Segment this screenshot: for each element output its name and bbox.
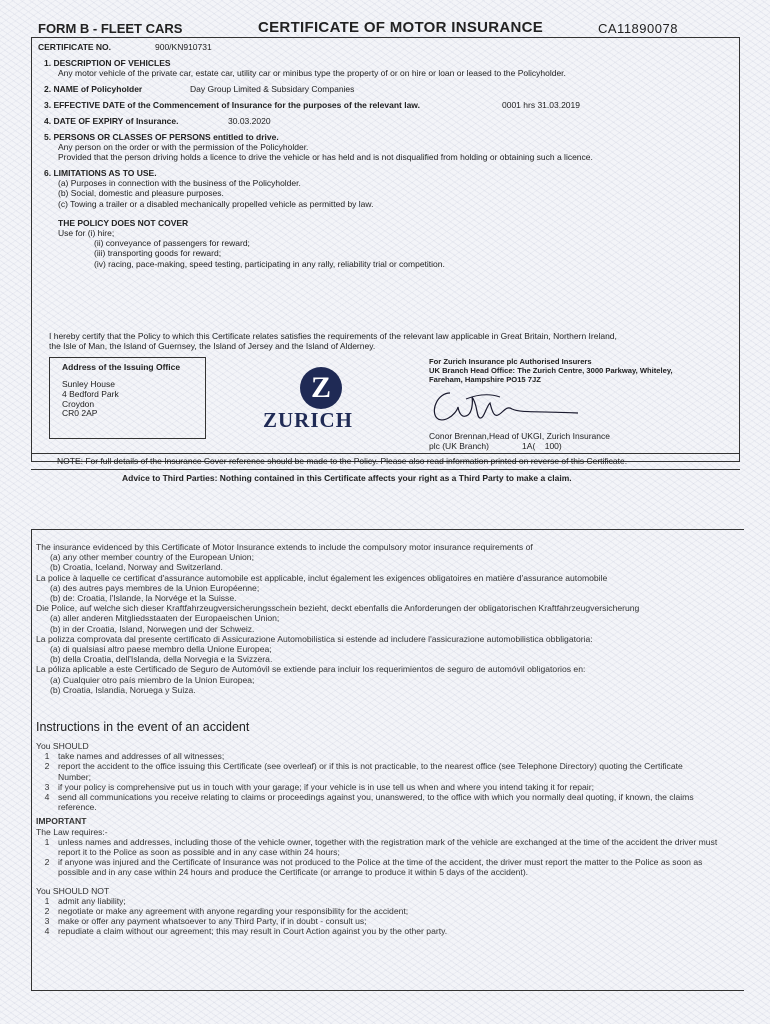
not-cover-item: (ii) conveyance of passengers for reward; (94, 238, 250, 248)
not-cover-heading: THE POLICY DOES NOT COVER (58, 218, 189, 228)
eu-paragraph (36, 634, 736, 665)
should-not-item (36, 896, 741, 906)
zurich-wordmark: ZURICH (263, 408, 354, 432)
issuing-office-heading: Address of the Issuing Office (62, 362, 181, 372)
section-1-text: Any motor vehicle of the private car, estate car, utility car or minibus type the property of or on hire or loan or leased to the Policyholder. (58, 68, 566, 78)
section-5-line-1: Any person on the order or with the permission of the Policyholder. (58, 142, 309, 152)
item-text: take names and addresses of all witnesses; (58, 751, 225, 762)
should-item (36, 761, 741, 781)
insurer-line-1: For Zurich Insurance plc Authorised Insurers (429, 357, 592, 366)
zurich-logo-icon: Z (300, 367, 342, 409)
eu-paragraph (36, 573, 736, 604)
item-number: 4 (44, 792, 50, 803)
item-number: 2 (44, 857, 50, 868)
signatory-line-2: plc (UK Branch) 1A( 100) (429, 441, 562, 451)
important-item (36, 837, 741, 857)
address-line: Croydon (62, 398, 95, 409)
section-5-heading: 5. PERSONS OR CLASSES OF PERSONS entitled to drive. (44, 132, 279, 142)
item-text: repudiate a claim without our agreement; this may result in Court Action against you by the other party. (58, 926, 448, 937)
item-number: 4 (44, 926, 50, 937)
law-requires: The Law requires:- (36, 826, 108, 837)
instructions-title: Instructions in the event of an accident (36, 720, 250, 734)
should-not-item (36, 916, 741, 926)
item-text: negotiate or make any agreement with anyone regarding your responsibility for the accident; (58, 906, 409, 917)
certificate-code: CA11890078 (598, 21, 678, 36)
not-cover-item: (iv) racing, pace-making, speed testing, participating in any rally, reliability trial or competition. (94, 258, 445, 269)
eu-paragraph (36, 542, 736, 573)
third-party-advice: Advice to Third Parties: Nothing contained in this Certificate affects your right as a Third Party to make a claim. (122, 473, 572, 483)
item-number: 2 (44, 906, 50, 917)
eu-item: (b) della Croatia, dell'Islanda, della Norvegia e la Svizzera. (50, 654, 273, 665)
eu-paragraph (36, 664, 736, 695)
address-line: CR0 2AP (62, 408, 98, 419)
insurer-line-3: Fareham, Hampshire PO15 7JZ (429, 375, 541, 384)
item-number: 1 (44, 895, 50, 906)
section-3-heading: 3. EFFECTIVE DATE of the Commencement of Insurance for the purposes of the relevant law. (44, 100, 420, 110)
limitation-item: (b) Social, domestic and pleasure purposes. (58, 188, 224, 199)
eu-paragraph (36, 603, 736, 634)
should-item (36, 782, 741, 792)
certify-line-2: the Isle of Man, the Island of Guernsey, the Island of Jersey and the Island of Alderney. (49, 341, 376, 351)
cert-no-label: CERTIFICATE NO. (38, 42, 112, 52)
address-line: 4 Bedford Park (62, 388, 119, 399)
eu-lead: Die Police, auf welche sich dieser Kraftfahrzeugversicherungsschein bezieht, deckt ebenfalls die Anforderungen der obligatorischen Kraftfahrzeugversicherung (36, 603, 640, 614)
limitation-item: (a) Purposes in connection with the business of the Policyholder. (58, 178, 301, 188)
item-number: 3 (44, 781, 50, 792)
signature-icon (428, 385, 588, 427)
document-title: CERTIFICATE OF MOTOR INSURANCE (258, 19, 544, 36)
signatory-line-1: Conor Brennan,Head of UKGI, Zurich Insurance (429, 431, 610, 441)
item-number: 1 (44, 751, 50, 762)
should-item (36, 792, 741, 812)
important-heading: IMPORTANT (36, 816, 87, 827)
eu-extension-block (36, 542, 736, 695)
certify-line-1: I hereby certify that the Policy to which this Certificate relates satisfies the requirements of the relevant law applicable in Great Britain, Northern Ireland, (49, 331, 617, 341)
effective-date: 0001 hrs 31.03.2019 (502, 100, 580, 110)
note-text: NOTE: For full details of the Insurance Cover reference should be made to the Policy. Please also read information printed on reverse of this Certificate. (57, 456, 628, 466)
eu-item: (b) Croatia, Iceland, Norway and Switzerland. (50, 562, 223, 573)
not-cover-item: (iii) transporting goods for reward; (94, 248, 222, 259)
should-not-item (36, 926, 741, 936)
cert-no-value: 900/KN910731 (155, 42, 212, 52)
limitations-list (58, 178, 373, 209)
expiry-date: 30.03.2020 (228, 116, 271, 126)
item-text: if anyone was injured and the Certificate of Insurance was not produced to the Police at the time of the accident, the driver must report the matter to the Police as soon as possible and in any case within 24 hours and produce the Certificate (or arrange to produce it within 5 days of the accident). (58, 857, 703, 878)
section-4-heading: 4. DATE OF EXPIRY of Insurance. (44, 116, 179, 126)
eu-item: (a) di qualsiasi altro paese membro della Unione Europea; (50, 644, 272, 655)
eu-item: (a) any other member country of the European Union; (50, 552, 254, 563)
eu-lead: The insurance evidenced by this Certificate of Motor Insurance extends to include the compulsory motor insurance requirements of (36, 542, 533, 552)
eu-item: (b) in der Croatia, Island, Norwegen und der Schweiz. (50, 623, 255, 634)
eu-lead: La polizza comprovata dal presente certificato di Assicurazione Automobilistica si estende ad includere l'assicurazione automobilistica obbligatoria: (36, 633, 593, 644)
item-text: if your policy is comprehensive put us in touch with your garage; if your vehicle is in use tell us when and where you intend taking it for repair; (58, 781, 594, 792)
should-heading: You SHOULD (36, 741, 89, 751)
section-5-line-2: Provided that the person driving holds a licence to drive the vehicle or has held and is not disqualified from holding or obtaining such a licence. (58, 152, 593, 162)
not-cover-list (94, 238, 445, 269)
policyholder-name: Day Group Limited & Subsidary Companies (190, 84, 355, 94)
item-text: send all communications you receive relating to claims or proceedings against you, unanswered, to the office with which you normally deal quoting, if known, the claims reference. (58, 792, 694, 813)
insurer-line-2: UK Branch Head Office: The Zurich Centre, 3000 Parkway, Whiteley, (429, 366, 673, 375)
eu-item: (b) de: Croatia, l'Islande, la Norvége et la Suisse. (50, 593, 237, 604)
section-6-heading: 6. LIMITATIONS AS TO USE. (44, 168, 157, 178)
eu-item: (a) des autres pays membres de la Union Européenne; (50, 582, 260, 593)
eu-item: (a) aller anderen Mitgliedsstaaten der Europaeischen Union; (50, 613, 280, 624)
limitation-item: (c) Towing a trailer or a disabled mechanically propelled vehicle as permitted by law. (58, 198, 374, 209)
issuing-office-address (62, 380, 119, 419)
item-text: make or offer any payment whatsoever to any Third Party, if in doubt - consult us; (58, 916, 367, 927)
item-number: 1 (44, 836, 50, 847)
item-text: admit any liability; (58, 895, 126, 906)
section-2-heading: 2. NAME of Policyholder (44, 84, 143, 94)
should-item (36, 751, 741, 761)
issuing-office-box (49, 357, 206, 439)
not-cover-lead: Use for (i) hire; (58, 228, 115, 238)
eu-item: (b) Croatia, Islandia, Noruega y Suiza. (50, 684, 196, 695)
item-text: report the accident to the office issuing this Certificate (see overleaf) or if this is not practicable, to the nearest office (see Telephone Directory) quoting the Certificate Number; (58, 761, 683, 782)
section-1-heading: 1. DESCRIPTION OF VEHICLES (44, 58, 171, 68)
form-type: FORM B - FLEET CARS (38, 21, 183, 36)
should-not-item (36, 906, 741, 916)
instructions-block (36, 741, 741, 937)
eu-lead: La police à laquelle ce certificat d'assurance automobile est applicable, inclut également les exigences obligatoires en matière d'assurance automobile (36, 572, 608, 583)
important-item (36, 857, 741, 877)
eu-lead: La póliza aplicable a este Certificado de Seguro de Automóvil se extiende para incluir los requerimientos de seguro de automóvil obligatorios en: (36, 664, 586, 675)
item-number: 2 (44, 761, 50, 772)
item-text: unless names and addresses, including those of the vehicle owner, together with the registration mark of the vehicle are exchanged at the time of the accident the driver must report it to the Police as soon as possible and in any case within 24 hours; (58, 836, 718, 858)
address-line: Sunley House (62, 379, 115, 389)
item-number: 3 (44, 916, 50, 927)
should-not-heading: You SHOULD NOT (36, 885, 110, 896)
eu-item: (a) Cualquier otro país miembro de la Union Europea; (50, 674, 255, 685)
